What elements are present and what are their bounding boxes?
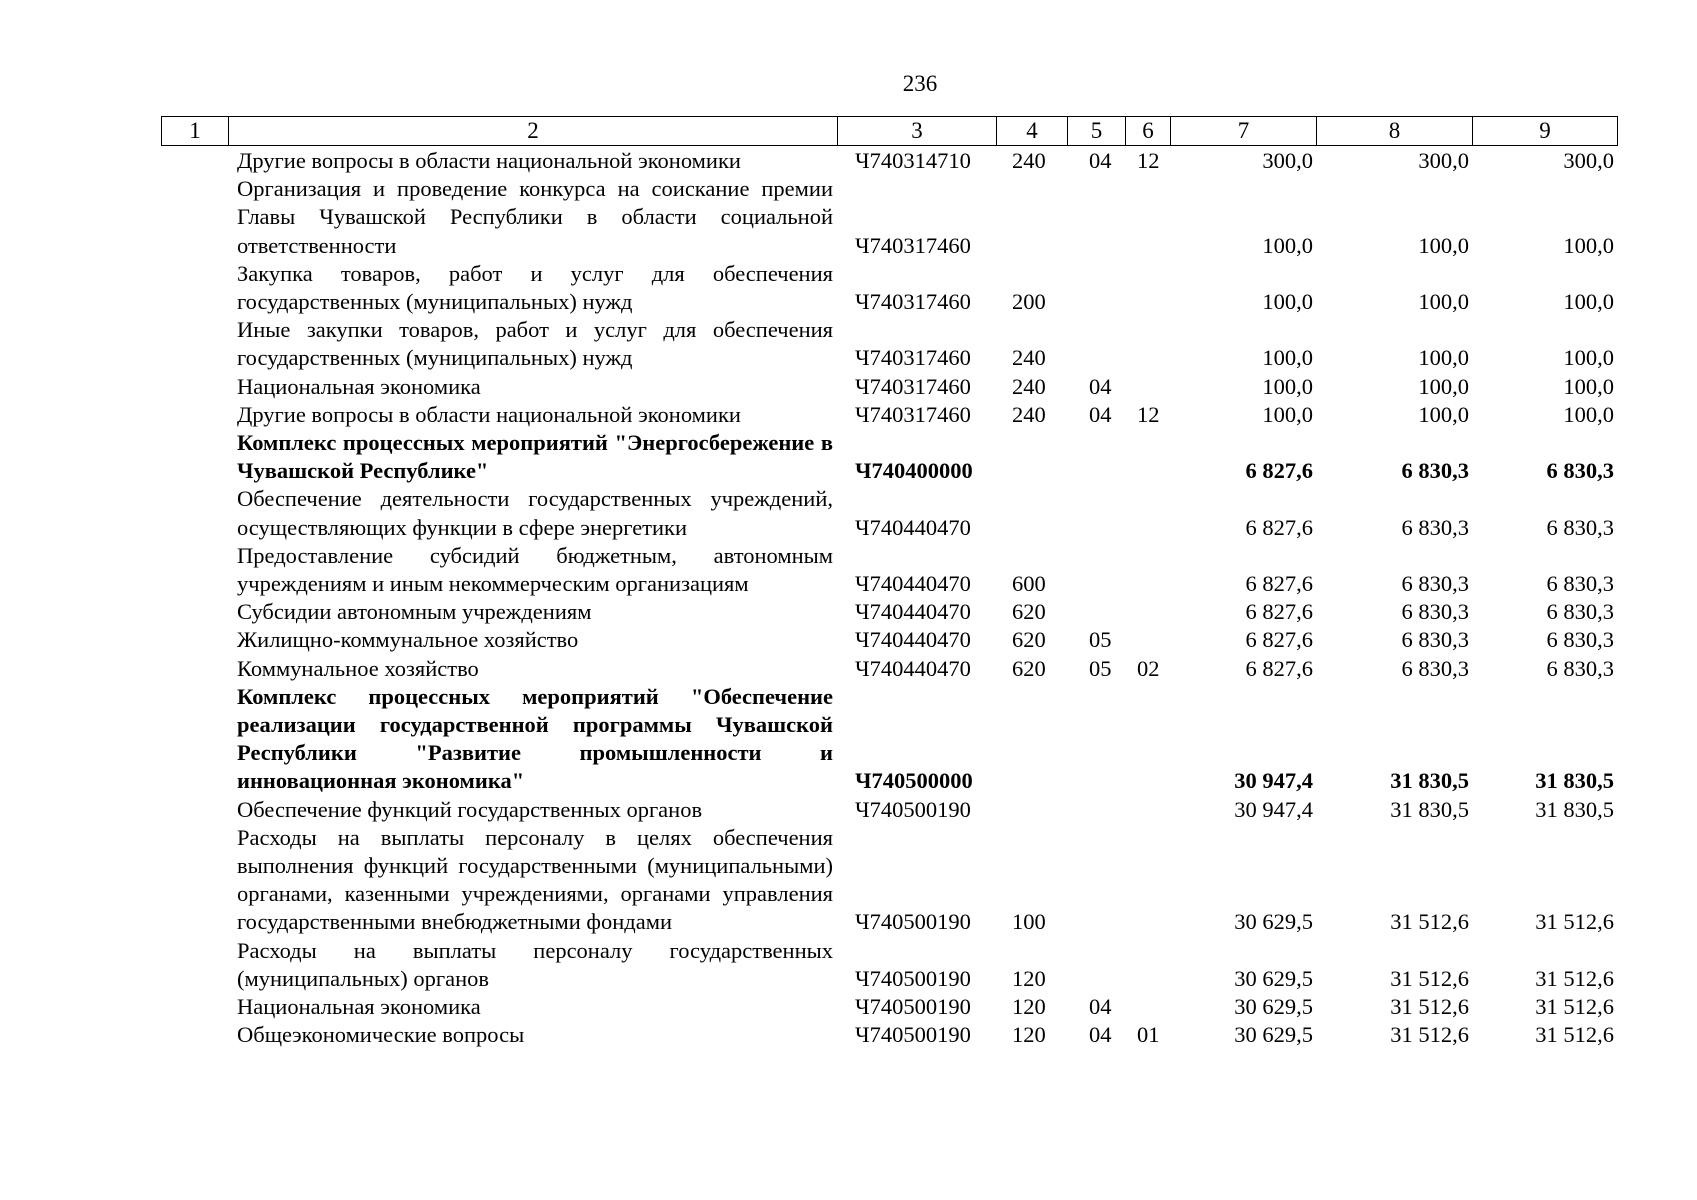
row-subsection [1125, 796, 1170, 824]
row-name: Расходы на выплаты персоналу государственных (муниципальных) органов [237, 937, 833, 991]
row-subsection [1125, 626, 1170, 654]
row-amount-col9: 100,0 [1563, 232, 1614, 258]
row-subsection [1125, 683, 1170, 796]
table-row [161, 655, 1617, 683]
row-target-code: Ч740317460 [855, 232, 971, 258]
header-cell-7: 7 [1171, 117, 1317, 146]
row-expense-type: 620 [1012, 599, 1046, 625]
row-subsection [1125, 429, 1170, 485]
row-amount-col9: 100,0 [1563, 289, 1614, 315]
table-body [161, 147, 1617, 1050]
row-name: Комплекс процессных мероприятий "Обеспечение реализации государственной программы Чувашской Республики "Развитие промышленности и инновационная экономика" [237, 683, 833, 794]
row-name: Национальная экономика [237, 994, 481, 1020]
row-amount-col9: 100,0 [1563, 345, 1614, 371]
row-expense-type: 120 [1012, 1022, 1046, 1048]
row-target-code: Ч740500190 [855, 909, 971, 935]
row-amount-col9: 6 830,3 [1546, 655, 1614, 681]
header-cell-4: 4 [997, 117, 1068, 146]
row-amount-col7: 100,0 [1262, 401, 1313, 427]
row-target-code: Ч740500190 [855, 796, 971, 822]
column-number-header [161, 116, 1618, 146]
row-amount-col7: 100,0 [1262, 232, 1313, 258]
row-amount-col7: 6 827,6 [1245, 458, 1313, 484]
row-amount-col9: 300,0 [1563, 148, 1614, 173]
row-subsection [1125, 485, 1170, 541]
row-subsection: 02 [1137, 655, 1160, 681]
row-amount-col9: 6 830,3 [1546, 514, 1614, 540]
row-target-code: Ч740440470 [855, 627, 971, 653]
table-row [161, 316, 1617, 372]
row-amount-col8: 31 830,5 [1390, 768, 1469, 794]
row-expense-type: 240 [1012, 345, 1046, 371]
row-amount-col8: 31 512,6 [1390, 994, 1469, 1020]
row-name: Другие вопросы в области национальной экономики [237, 401, 741, 427]
row-subsection [1125, 542, 1170, 598]
row-section: 04 [1089, 1022, 1112, 1048]
row-amount-col7: 30 629,5 [1234, 965, 1313, 991]
row-expense-type: 620 [1012, 655, 1046, 681]
row-amount-col8: 100,0 [1418, 373, 1469, 399]
row-amount-col9: 31 830,5 [1535, 796, 1614, 822]
table-row [161, 485, 1617, 541]
row-amount-col8: 6 830,3 [1401, 599, 1469, 625]
row-amount-col8: 6 830,3 [1401, 627, 1469, 653]
header-cell-8: 8 [1317, 117, 1473, 146]
row-target-code: Ч740500190 [855, 1022, 971, 1048]
row-expense-type: 120 [1012, 994, 1046, 1020]
row-target-code: Ч740440470 [855, 599, 971, 625]
row-expense-type: 200 [1012, 289, 1046, 315]
row-amount-col7: 6 827,6 [1245, 514, 1313, 540]
row-subsection [1125, 937, 1170, 993]
row-section: 04 [1089, 148, 1112, 173]
row-name: Общеэкономические вопросы [237, 1022, 525, 1048]
row-amount-col7: 6 827,6 [1245, 627, 1313, 653]
row-subsection: 01 [1137, 1022, 1160, 1048]
row-amount-col9: 6 830,3 [1546, 599, 1614, 625]
row-amount-col7: 100,0 [1262, 373, 1313, 399]
row-amount-col7: 100,0 [1262, 345, 1313, 371]
row-section: 04 [1089, 401, 1112, 427]
row-amount-col7: 300,0 [1262, 148, 1313, 173]
row-section [1067, 598, 1125, 626]
row-subsection [1125, 993, 1170, 1021]
row-amount-col8: 100,0 [1418, 401, 1469, 427]
row-target-code: Ч740440470 [855, 514, 971, 540]
table-row [161, 429, 1617, 485]
row-amount-col9: 100,0 [1563, 373, 1614, 399]
row-amount-col7: 30 629,5 [1234, 909, 1313, 935]
row-expense-type: 240 [1012, 373, 1046, 399]
row-name: Закупка товаров, работ и услуг для обеспечения государственных (муниципальных) нужд [237, 260, 833, 315]
row-amount-col7: 30 629,5 [1234, 994, 1313, 1020]
row-section [1067, 485, 1125, 541]
row-name: Предоставление субсидий бюджетным, автономным учреждениям и иным некоммерческим организациям [237, 542, 833, 597]
table-row [161, 683, 1617, 796]
header-cell-1: 1 [162, 117, 229, 146]
row-amount-col9: 6 830,3 [1546, 571, 1614, 597]
row-section [1067, 937, 1125, 993]
table-row [161, 401, 1617, 429]
row-target-code: Ч740500000 [855, 768, 973, 794]
row-amount-col7: 30 629,5 [1234, 1022, 1313, 1048]
row-subsection [1125, 373, 1170, 401]
row-amount-col8: 31 512,6 [1390, 965, 1469, 991]
row-amount-col9: 6 830,3 [1546, 627, 1614, 653]
row-subsection: 12 [1137, 401, 1160, 427]
table-row [161, 1021, 1617, 1049]
row-expense-type [996, 485, 1067, 541]
table-row [161, 993, 1617, 1021]
row-expense-type: 100 [1012, 909, 1046, 935]
table-row [161, 542, 1617, 598]
row-amount-col7: 6 827,6 [1245, 599, 1313, 625]
row-section: 05 [1089, 627, 1112, 653]
row-target-code: Ч740440470 [855, 571, 971, 597]
row-subsection [1125, 175, 1170, 260]
row-name: Коммунальное хозяйство [237, 655, 479, 681]
row-amount-col7: 100,0 [1262, 289, 1313, 315]
header-cell-6: 6 [1126, 117, 1171, 146]
row-expense-type [996, 683, 1067, 796]
row-expense-type: 240 [1012, 401, 1046, 427]
table-row [161, 175, 1617, 260]
row-expense-type: 600 [1012, 571, 1046, 597]
row-expense-type: 620 [1012, 627, 1046, 653]
row-amount-col9: 31 512,6 [1535, 1022, 1614, 1048]
row-expense-type [996, 429, 1067, 485]
table-row [161, 626, 1617, 654]
row-subsection [1125, 598, 1170, 626]
row-section: 05 [1089, 655, 1112, 681]
table-row [161, 937, 1617, 993]
row-subsection [1125, 824, 1170, 937]
row-amount-col9: 100,0 [1563, 401, 1614, 427]
row-name: Расходы на выплаты персоналу в целях обеспечения выполнения функций государственными (муниципальными) органами, казенными учреждениями, органами управления государственными внебюджетными фондами [237, 824, 833, 935]
row-subsection: 12 [1137, 148, 1160, 173]
row-name: Субсидии автономным учреждениям [237, 599, 592, 625]
row-target-code: Ч740314710 [855, 148, 971, 173]
row-name: Комплекс процессных мероприятий "Энергосбережение в Чувашской Республике" [237, 430, 833, 484]
row-target-code: Ч740317460 [855, 289, 971, 315]
row-name: Национальная экономика [237, 373, 481, 399]
row-section [1067, 542, 1125, 598]
row-section [1067, 429, 1125, 485]
row-expense-type [996, 175, 1067, 260]
page-number: 236 [902, 71, 938, 96]
row-expense-type: 120 [1012, 965, 1046, 991]
budget-table [161, 147, 1617, 1050]
row-amount-col8: 100,0 [1418, 289, 1469, 315]
row-amount-col7: 30 947,4 [1234, 796, 1313, 822]
header-cell-3: 3 [838, 117, 997, 146]
row-amount-col7: 6 827,6 [1245, 571, 1313, 597]
row-amount-col7: 6 827,6 [1245, 655, 1313, 681]
row-name: Жилищно-коммунальное хозяйство [237, 627, 579, 653]
table-row [161, 147, 1617, 175]
row-amount-col8: 6 830,3 [1401, 514, 1469, 540]
row-section [1067, 260, 1125, 316]
header-row [162, 117, 1618, 146]
row-amount-col9: 31 512,6 [1535, 965, 1614, 991]
row-amount-col8: 31 830,5 [1390, 796, 1469, 822]
row-amount-col8: 100,0 [1418, 345, 1469, 371]
row-amount-col8: 31 512,6 [1390, 1022, 1469, 1048]
row-target-code: Ч740500190 [855, 965, 971, 991]
row-section [1067, 316, 1125, 372]
row-target-code: Ч740400000 [855, 458, 973, 484]
row-expense-type: 240 [1012, 148, 1046, 173]
table-row [161, 824, 1617, 937]
row-name: Другие вопросы в области национальной экономики [237, 148, 741, 173]
row-amount-col9: 6 830,3 [1546, 458, 1614, 484]
row-subsection [1125, 260, 1170, 316]
row-target-code: Ч740317460 [855, 345, 971, 371]
row-amount-col8: 300,0 [1418, 148, 1469, 173]
header-cell-2: 2 [229, 117, 838, 146]
row-name: Обеспечение деятельности государственных учреждений, осуществляющих функции в сфере энергетики [237, 486, 833, 540]
table-row [161, 598, 1617, 626]
row-amount-col8: 6 830,3 [1401, 655, 1469, 681]
row-name: Организация и проведение конкурса на соискание премии Главы Чувашской Республики в области социальной ответственности [237, 176, 833, 258]
row-amount-col9: 31 512,6 [1535, 994, 1614, 1020]
row-section [1067, 175, 1125, 260]
row-section: 04 [1089, 373, 1112, 399]
row-amount-col8: 6 830,3 [1401, 571, 1469, 597]
header-cell-5: 5 [1068, 117, 1126, 146]
row-section [1067, 683, 1125, 796]
row-target-code: Ч740317460 [855, 401, 971, 427]
table-row [161, 796, 1617, 824]
row-amount-col8: 100,0 [1418, 232, 1469, 258]
row-target-code: Ч740440470 [855, 655, 971, 681]
row-amount-col9: 31 512,6 [1535, 909, 1614, 935]
row-amount-col8: 31 512,6 [1390, 909, 1469, 935]
header-cell-9: 9 [1473, 117, 1618, 146]
row-amount-col8: 6 830,3 [1401, 458, 1469, 484]
row-target-code: Ч740500190 [855, 994, 971, 1020]
row-section [1067, 824, 1125, 937]
table-row [161, 373, 1617, 401]
row-target-code: Ч740317460 [855, 373, 971, 399]
row-amount-col7: 30 947,4 [1234, 768, 1313, 794]
row-amount-col9: 31 830,5 [1535, 768, 1614, 794]
row-name: Иные закупки товаров, работ и услуг для обеспечения государственных (муниципальных) нужд [237, 317, 833, 371]
row-expense-type [996, 796, 1067, 824]
row-name: Обеспечение функций государственных органов [237, 796, 703, 822]
row-section [1067, 796, 1125, 824]
row-subsection [1125, 316, 1170, 372]
row-section: 04 [1089, 994, 1112, 1020]
table-row [161, 260, 1617, 316]
